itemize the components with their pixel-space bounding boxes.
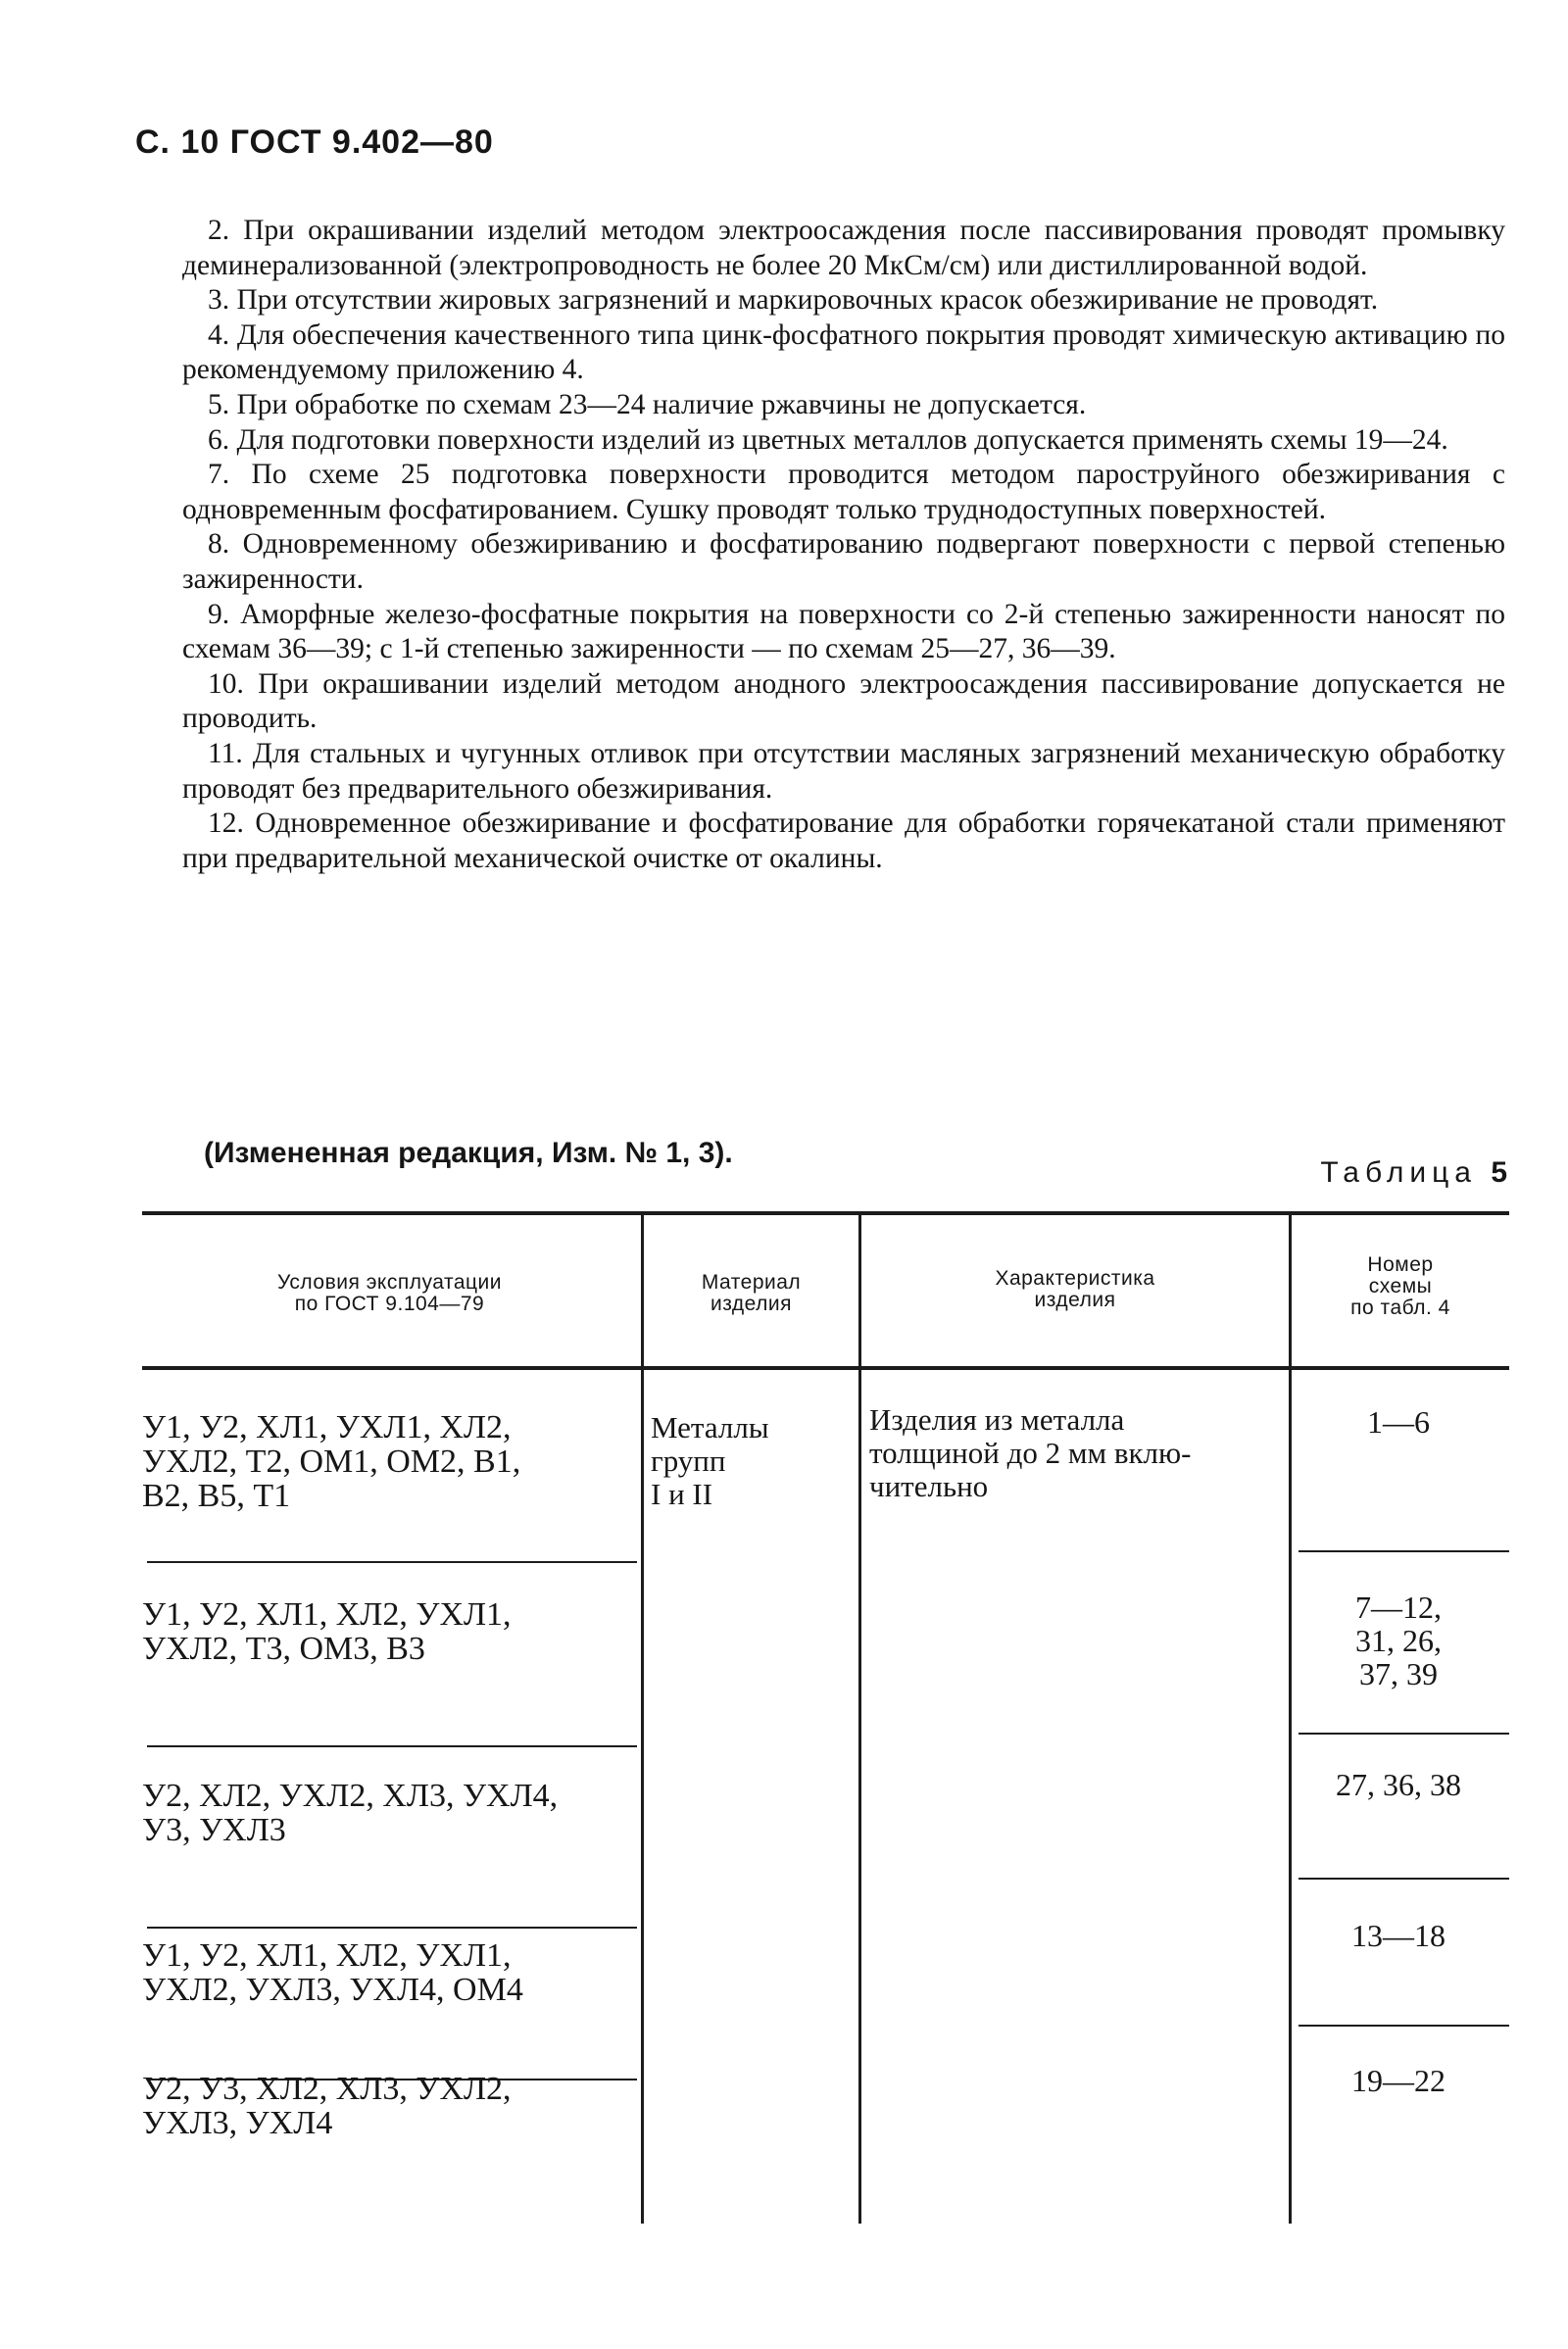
characteristic-line: Изделия из металла — [869, 1402, 1125, 1437]
header-material — [644, 1272, 858, 1315]
conditions-line: У1, У2, ХЛ1, ХЛ2, УХЛ1, — [142, 1937, 512, 1974]
row-divider — [147, 1745, 637, 1747]
table-row-scheme-number — [1300, 1919, 1496, 1952]
table-row-conditions — [142, 1410, 612, 1513]
header-material-line: Материал — [701, 1271, 802, 1294]
characteristic-line: толщиной до 2 мм вклю- — [869, 1436, 1192, 1470]
row-divider — [147, 1927, 637, 1929]
table-caption-number: 5 — [1491, 1156, 1507, 1189]
column-divider — [1289, 1214, 1292, 2224]
conditions-line: УХЛ2, Т2, ОМ1, ОМ2, В1, — [142, 1444, 521, 1480]
column-divider — [858, 1214, 861, 2224]
conditions-line: УХЛ2, УХЛ3, УХЛ4, ОМ4 — [142, 1972, 523, 2008]
scheme-number-line: 7—12, — [1355, 1590, 1442, 1625]
material-line: Металлы — [651, 1410, 769, 1444]
note-4: 4. Для обеспечения качественного типа цинк-фосфатного покрытия проводят химическую активацию по рекомендуемому приложению 4. — [182, 318, 1505, 386]
note-10: 10. При окрашивании изделий методом анодного электроосаждения пассивирование допускается не проводить. — [182, 667, 1505, 735]
amendment-note: (Измененная редакция, Изм. № 1, 3). — [204, 1137, 733, 1169]
header-characteristic-line: Характеристика — [995, 1267, 1155, 1290]
row-divider — [147, 1561, 637, 1563]
table-row-conditions — [142, 2072, 612, 2140]
material-cell — [651, 1411, 857, 1511]
note-11: 11. Для стальных и чугунных отливок при отсутствии масляных загрязнений механическую обработку проводят без предварительного обезжиривания. — [182, 737, 1505, 805]
note-5: 5. При обработке по схемам 23—24 наличие ржавчины не допускается. — [208, 388, 1087, 420]
header-scheme-line: Номер — [1367, 1253, 1434, 1276]
schemes-table — [142, 1211, 1509, 2221]
header-conditions-line: Условия эксплуатации — [277, 1271, 502, 1294]
table-row-conditions — [142, 1597, 612, 1666]
characteristic-cell — [869, 1403, 1286, 1503]
characteristic-line: чительно — [869, 1469, 989, 1503]
header-conditions — [142, 1272, 637, 1315]
conditions-line: УХЛ2, Т3, ОМ3, В3 — [142, 1631, 425, 1667]
note-7: 7. По схеме 25 подготовка поверхности проводится методом пароструйного обезжиривания с одновременным фосфатированием. Сушку проводят только труднодоступных поверхностей. — [182, 459, 1505, 525]
table-header-rule — [142, 1366, 1509, 1370]
note-8: 8. Одновременному обезжириванию и фосфатированию подвергают поверхности с первой степенью зажиренности. — [182, 528, 1505, 595]
row-divider — [1298, 1550, 1509, 1552]
row-divider — [1298, 2025, 1509, 2027]
table-row-scheme-number — [1300, 1768, 1496, 1801]
conditions-line: УХЛ3, УХЛ4 — [142, 2105, 333, 2141]
header-characteristic — [861, 1268, 1289, 1311]
note-12: 12. Одновременное обезжиривание и фосфатирование для обработки горячекатаной стали применяют при предварительной механической очистке от окалины. — [182, 807, 1505, 874]
row-divider — [1298, 1733, 1509, 1735]
conditions-line: У1, У2, ХЛ1, УХЛ1, ХЛ2, — [142, 1409, 512, 1445]
header-scheme-line: по табл. 4 — [1350, 1297, 1450, 1319]
table-caption-label: Таблица — [1320, 1156, 1477, 1189]
note-3: 3. При отсутствии жировых загрязнений и маркировочных красок обезжиривание не проводят. — [208, 284, 1379, 317]
conditions-line: У3, УХЛ3 — [142, 1812, 286, 1848]
table-row-scheme-number — [1300, 1405, 1496, 1439]
row-divider — [1298, 1878, 1509, 1880]
table-row-scheme-number — [1300, 1590, 1496, 1690]
header-scheme-number — [1292, 1254, 1509, 1319]
scheme-number-line: 19—22 — [1351, 2063, 1446, 2098]
conditions-line: У2, У3, ХЛ2, ХЛ3, УХЛ2, — [142, 2071, 512, 2107]
header-characteristic-line: изделия — [1034, 1289, 1116, 1311]
conditions-line: У2, ХЛ2, УХЛ2, ХЛ3, УХЛ4, — [142, 1778, 559, 1814]
table-row-conditions — [142, 1779, 612, 1847]
table-row-conditions — [142, 1938, 612, 2007]
scheme-number-line: 37, 39 — [1359, 1656, 1438, 1691]
page-header: С. 10 ГОСТ 9.402—80 — [135, 123, 494, 161]
material-line: I и II — [651, 1477, 713, 1511]
header-conditions-line: по ГОСТ 9.104—79 — [294, 1293, 485, 1315]
header-material-line: изделия — [710, 1293, 792, 1315]
column-divider — [641, 1214, 644, 2224]
conditions-line: У1, У2, ХЛ1, ХЛ2, УХЛ1, — [142, 1596, 512, 1633]
note-2: 2. При окрашивании изделий методом электроосаждения после пассивирования проводят промывку деминерализованной (электропроводность не более 20 МкСм/см) или дистиллированной водой. — [182, 215, 1505, 281]
table-top-rule — [142, 1211, 1509, 1215]
note-9: 9. Аморфные железо-фосфатные покрытия на поверхности со 2-й степенью зажиренности наносят по схемам 36—39; с 1-й степенью зажиренности — по схемам 25—27, 36—39. — [182, 598, 1505, 665]
scheme-number-line: 31, 26, — [1355, 1623, 1442, 1658]
table-row-scheme-number — [1300, 2064, 1496, 2097]
table-caption — [1264, 1156, 1507, 1190]
note-6: 6. Для подготовки поверхности изделий из цветных металлов допускается применять схемы 19—24. — [208, 423, 1448, 456]
header-scheme-line: схемы — [1368, 1275, 1433, 1297]
scheme-number-line: 13—18 — [1351, 1918, 1446, 1953]
conditions-line: В2, В5, Т1 — [142, 1478, 291, 1514]
scheme-number-line: 27, 36, 38 — [1336, 1767, 1461, 1802]
scheme-number-line: 1—6 — [1367, 1404, 1430, 1440]
notes-list — [182, 214, 1505, 876]
material-line: групп — [651, 1444, 726, 1478]
